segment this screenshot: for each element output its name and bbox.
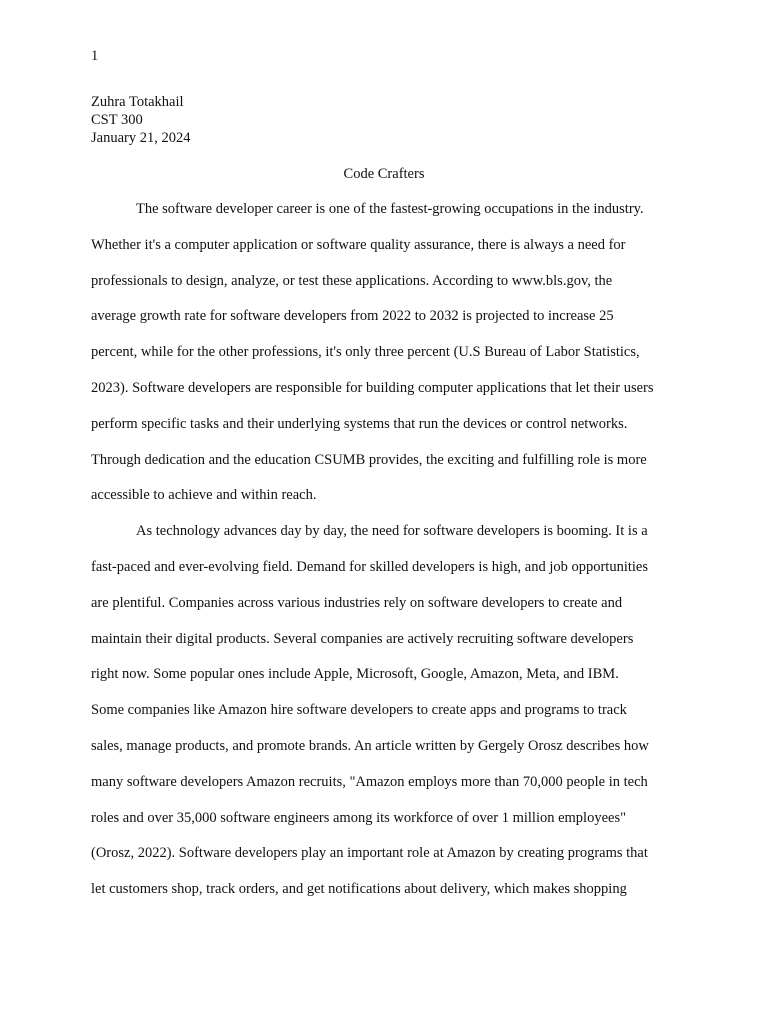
text-line: professionals to design, analyze, or test these applications. According to www.bls.gov, the	[91, 272, 613, 289]
text-line: maintain their digital products. Several companies are actively recruiting software developers	[91, 630, 634, 647]
course-code: CST 300	[91, 112, 143, 128]
text-line: As technology advances day by day, the need for software developers is booming. It is a	[136, 523, 648, 540]
text-line: Through dedication and the education CSUMB provides, the exciting and fulfilling role is more	[91, 451, 647, 468]
text-line: 2023). Software developers are responsible for building computer applications that let their users	[91, 379, 654, 396]
text-line: perform specific tasks and their underlying systems that run the devices or control networks.	[91, 415, 628, 432]
author-name: Zuhra Totakhail	[91, 94, 184, 110]
text-line: average growth rate for software developers from 2022 to 2032 is projected to increase 25	[91, 308, 614, 325]
text-line: (Orosz, 2022). Software developers play an important role at Amazon by creating programs that	[91, 845, 648, 862]
text-line: sales, manage products, and promote brands. An article written by Gergely Orosz describes how	[91, 737, 649, 754]
text-line: many software developers Amazon recruits, "Amazon employs more than 70,000 people in tech	[91, 773, 648, 790]
text-line: right now. Some popular ones include Apple, Microsoft, Google, Amazon, Meta, and IBM.	[91, 666, 619, 683]
document-title: Code Crafters	[343, 166, 425, 182]
text-line: roles and over 35,000 software engineers among its workforce of over 1 million employees"	[91, 809, 627, 826]
paragraph-1	[91, 192, 681, 514]
text-line: fast-paced and ever-evolving field. Demand for skilled developers is high, and job opportunities	[91, 558, 648, 575]
document-date: January 21, 2024	[91, 130, 191, 146]
text-line: Some companies like Amazon hire software developers to create apps and programs to track	[91, 702, 627, 719]
page-number: 1	[91, 48, 99, 64]
paragraph-2	[91, 514, 681, 908]
text-line: The software developer career is one of the fastest-growing occupations in the industry.	[136, 201, 644, 217]
text-line: accessible to achieve and within reach.	[91, 487, 317, 504]
text-line: let customers shop, track orders, and get notifications about delivery, which makes shopping	[91, 881, 627, 898]
text-line: are plentiful. Companies across various industries rely on software developers to create and	[91, 594, 623, 611]
document-body	[91, 192, 681, 908]
author-header	[91, 93, 190, 147]
text-line: percent, while for the other professions, it's only three percent (U.S Bureau of Labor Statistics,	[91, 344, 640, 361]
text-line: Whether it's a computer application or software quality assurance, there is always a need for	[91, 236, 626, 253]
